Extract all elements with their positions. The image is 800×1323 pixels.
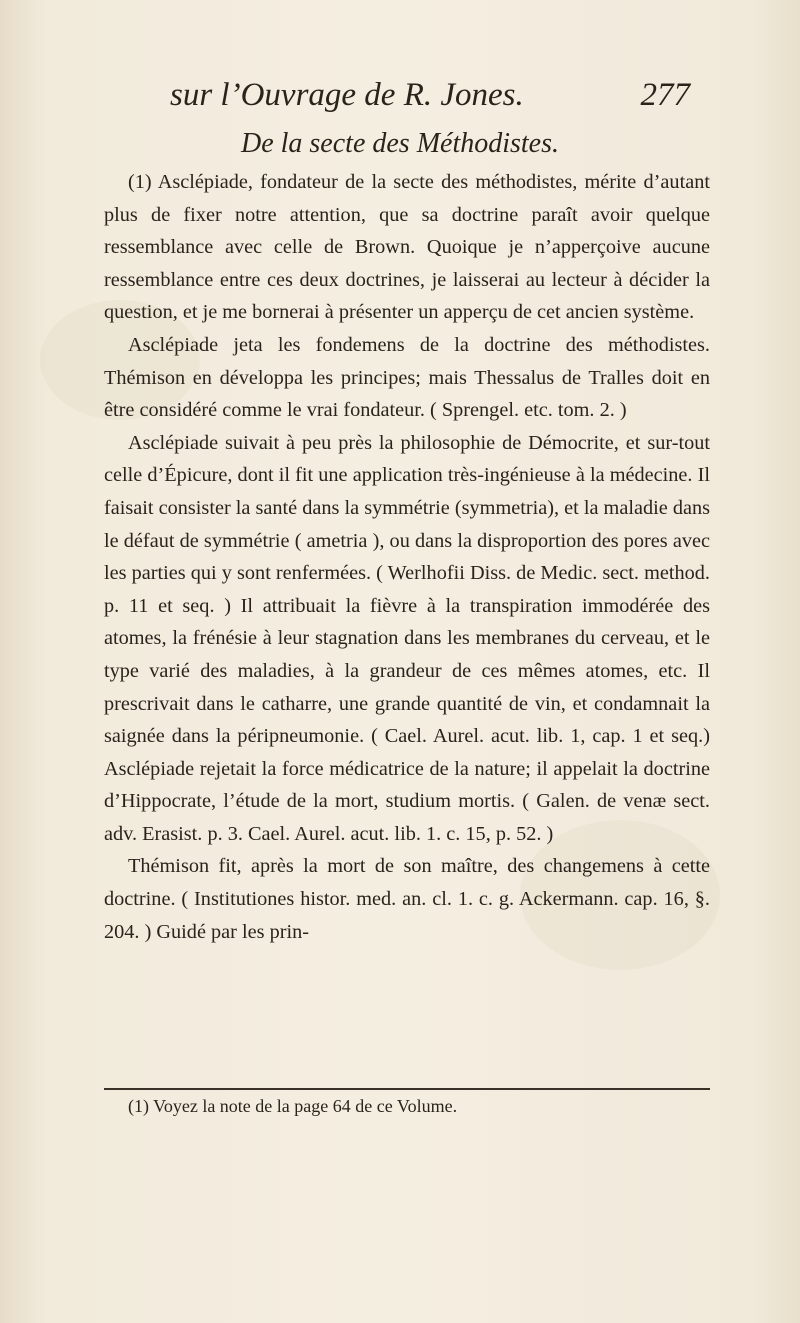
running-header — [170, 70, 690, 120]
paragraph: Thémison fit, après la mort de son maître, des changemens à cette doctrine. ( Institutiones histor. med. an. cl. 1. c. g. Ackermann. cap. 16, §. 204. ) Guidé par les prin- — [104, 855, 710, 943]
paragraph: Asclépiade jeta les fondemens de la doctrine des méthodistes. Thémison en développa les principes; mais Thessalus de Tralles doit en être considéré comme le vrai fondateur. ( Sprengel. etc. tom. 2. ) — [104, 333, 710, 422]
running-head-title: sur l’Ouvrage de R. Jones. — [170, 77, 524, 113]
footnote-divider — [104, 1088, 710, 1090]
paragraph: Asclépiade suivait à peu près la philosophie de Démocrite, et sur-tout celle d’Épicure, dont il fit une application très-ingénieuse à la médecine. Il faisait consister la santé dans la symmétrie (symmetria), et la maladie dans le défaut de symmétrie ( ametria ), ou dans la disproportion des pores avec les parties qui y sont renfermées. ( Werlhofii Diss. de Medic. sect. method. p. 11 et seq. ) Il attribuait la fièvre à la transpiration immodérée des atomes, la frénésie à leur stagnation dans les membranes du cerveau, et le type varié des maladies, à la grandeur de ces mêmes atomes, etc. Il prescrivait dans le catharre, une grande quantité de vin, et condamnait la saignée dans la péripneumonie. ( Cael. Aurel. acut. lib. 1, cap. 1 et seq.) Asclépiade rejetait la force médicatrice de la nature; il appelait la doctrine d’Hippocrate, l’étude de la mort, studium mortis. ( Galen. de venæ sect. adv. Erasist. p. 3. Cael. Aurel. acut. lib. 1. c. 15, p. 52. ) — [104, 431, 710, 845]
paragraph: (1) Asclépiade, fondateur de la secte des méthodistes, mérite d’autant plus de fixer notre attention, que sa doctrine paraît avoir quelque ressemblance avec celle de Brown. Quoique je n’apperçoive aucune ressemblance entre ces deux doctrines, je laisserai au lecteur à décider la question, et je me bornerai à présenter un apperçu de cet ancien système. — [104, 171, 710, 324]
page-number: 277 — [640, 77, 690, 113]
footnote: (1) Voyez la note de la page 64 de ce Volume. — [128, 1096, 458, 1116]
body-text — [104, 166, 710, 948]
section-title: De la secte des Méthodistes. — [240, 128, 560, 159]
